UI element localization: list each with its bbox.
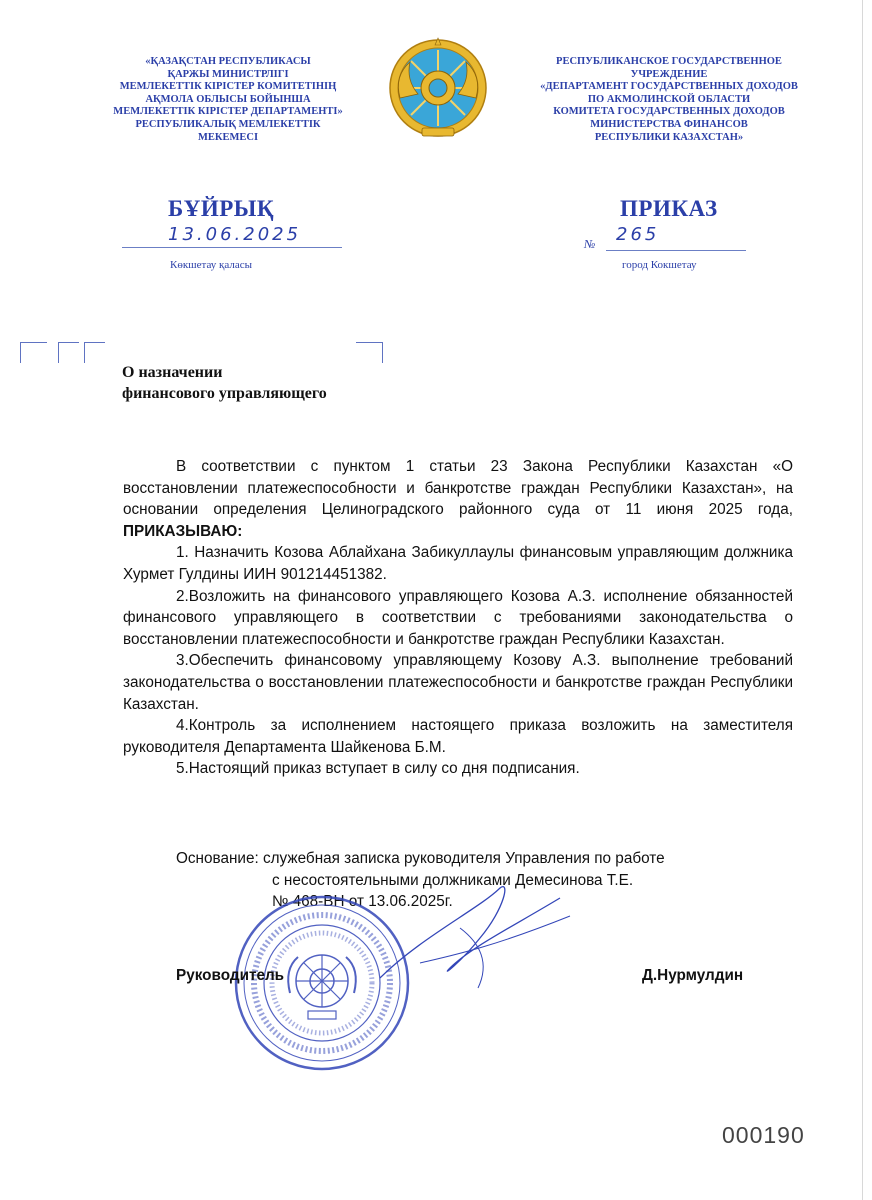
corner-mark: [58, 342, 79, 363]
basis-line: Основание: служебная записка руководителя Управления по работе: [176, 850, 665, 867]
handwritten-signature-icon: [360, 868, 590, 1008]
order-body: [123, 456, 793, 780]
city-ru: город Кокшетау: [622, 259, 697, 271]
order-subject: О назначении финансового управляющего: [122, 364, 327, 402]
corner-mark: [20, 342, 47, 363]
state-emblem-icon: [388, 36, 488, 140]
order-word: ПРИКАЗЫВАЮ:: [123, 522, 243, 540]
order-item: 4.Контроль за исполнением настоящего приказа возложить на заместителя руководителя Департамента Шайкенова Б.М.: [123, 717, 793, 756]
document-number: 000190: [722, 1122, 805, 1148]
order-item: 3.Обеспечить финансовому управляющему Козову А.З. выполнение требований законодательства о восстановлении платежеспособности и банкротстве граждан Республики Казахстан.: [123, 652, 793, 713]
signatory-name: Д.Нурмулдин: [642, 967, 744, 984]
intro-text: В соответствии с пунктом 1 статьи 23 Закона Республики Казахстан «О восстановлении платежеспособности и банкротстве граждан Республики Казахстан», на основании определения Целиноградского районного суда от 11 июня 2025 года,: [123, 458, 793, 519]
city-kz: Көкшетау қаласы: [170, 259, 253, 271]
header-org-ru: РЕСПУБЛИКАНСКОЕ ГОСУДАРСТВЕННОЕ УЧРЕЖДЕНИЕ «ДЕПАРТАМЕНТ ГОСУДАРСТВЕННЫХ ДОХОДОВ ПО АКМОЛИНСКОЙ ОБЛАСТИ КОМИТЕТА ГОСУДАРСТВЕННЫХ ДОХОДОВ МИНИСТЕРСТВА ФИНАНСОВ РЕСПУБЛИКИ КАЗАХСТАН»: [540, 56, 798, 143]
order-item: 2.Возложить на финансового управляющего Козова А.З. исполнение обязанностей финансового управляющего в соответствии с требованиями законодательства о восстановлении платежеспособности и банкротстве граждан Республики Казахстан.: [123, 587, 793, 648]
signatory-role: Руководитель: [176, 967, 285, 984]
scan-edge: [862, 0, 863, 1200]
basis-line: № 468-ВН от 13.06.2025г.: [272, 893, 453, 911]
order-number: 265: [616, 224, 660, 245]
order-title-kz: БҰЙРЫҚ: [168, 196, 275, 221]
corner-mark: [356, 342, 383, 363]
corner-mark: [84, 342, 105, 363]
header-org-kz: «ҚАЗАҚСТАН РЕСПУБЛИКАСЫ ҚАРЖЫ МИНИСТРЛІГІ МЕМЛЕКЕТТІК КІРІСТЕР КОМИТЕТІНІҢ АҚМОЛА ОБЛЫСЫ БОЙЫНША МЕМЛЕКЕТТІК КІРІСТЕР ДЕПАРТАМЕНТІ» РЕСПУБЛИКАЛЫҚ МЕМЛЕКЕТТІК МЕКЕМЕСІ: [113, 56, 343, 143]
order-item: 1. Назначить Козова Аблайхана Забикуллаулы финансовым управляющим должника Хурмет Гулдины ИИН 901214451382.: [123, 544, 793, 583]
intro-paragraph: [123, 456, 793, 542]
order-item: 5.Настоящий приказ вступает в силу со дня подписания.: [176, 760, 580, 778]
basis-line: с несостоятельными должниками Демесинова Т.Е.: [272, 871, 634, 889]
date-line: [122, 247, 342, 248]
order-date: 13.06.2025: [168, 224, 302, 245]
number-line: [606, 250, 746, 251]
order-title-ru: ПРИКАЗ: [620, 196, 718, 221]
order-number-label: №: [584, 237, 596, 251]
